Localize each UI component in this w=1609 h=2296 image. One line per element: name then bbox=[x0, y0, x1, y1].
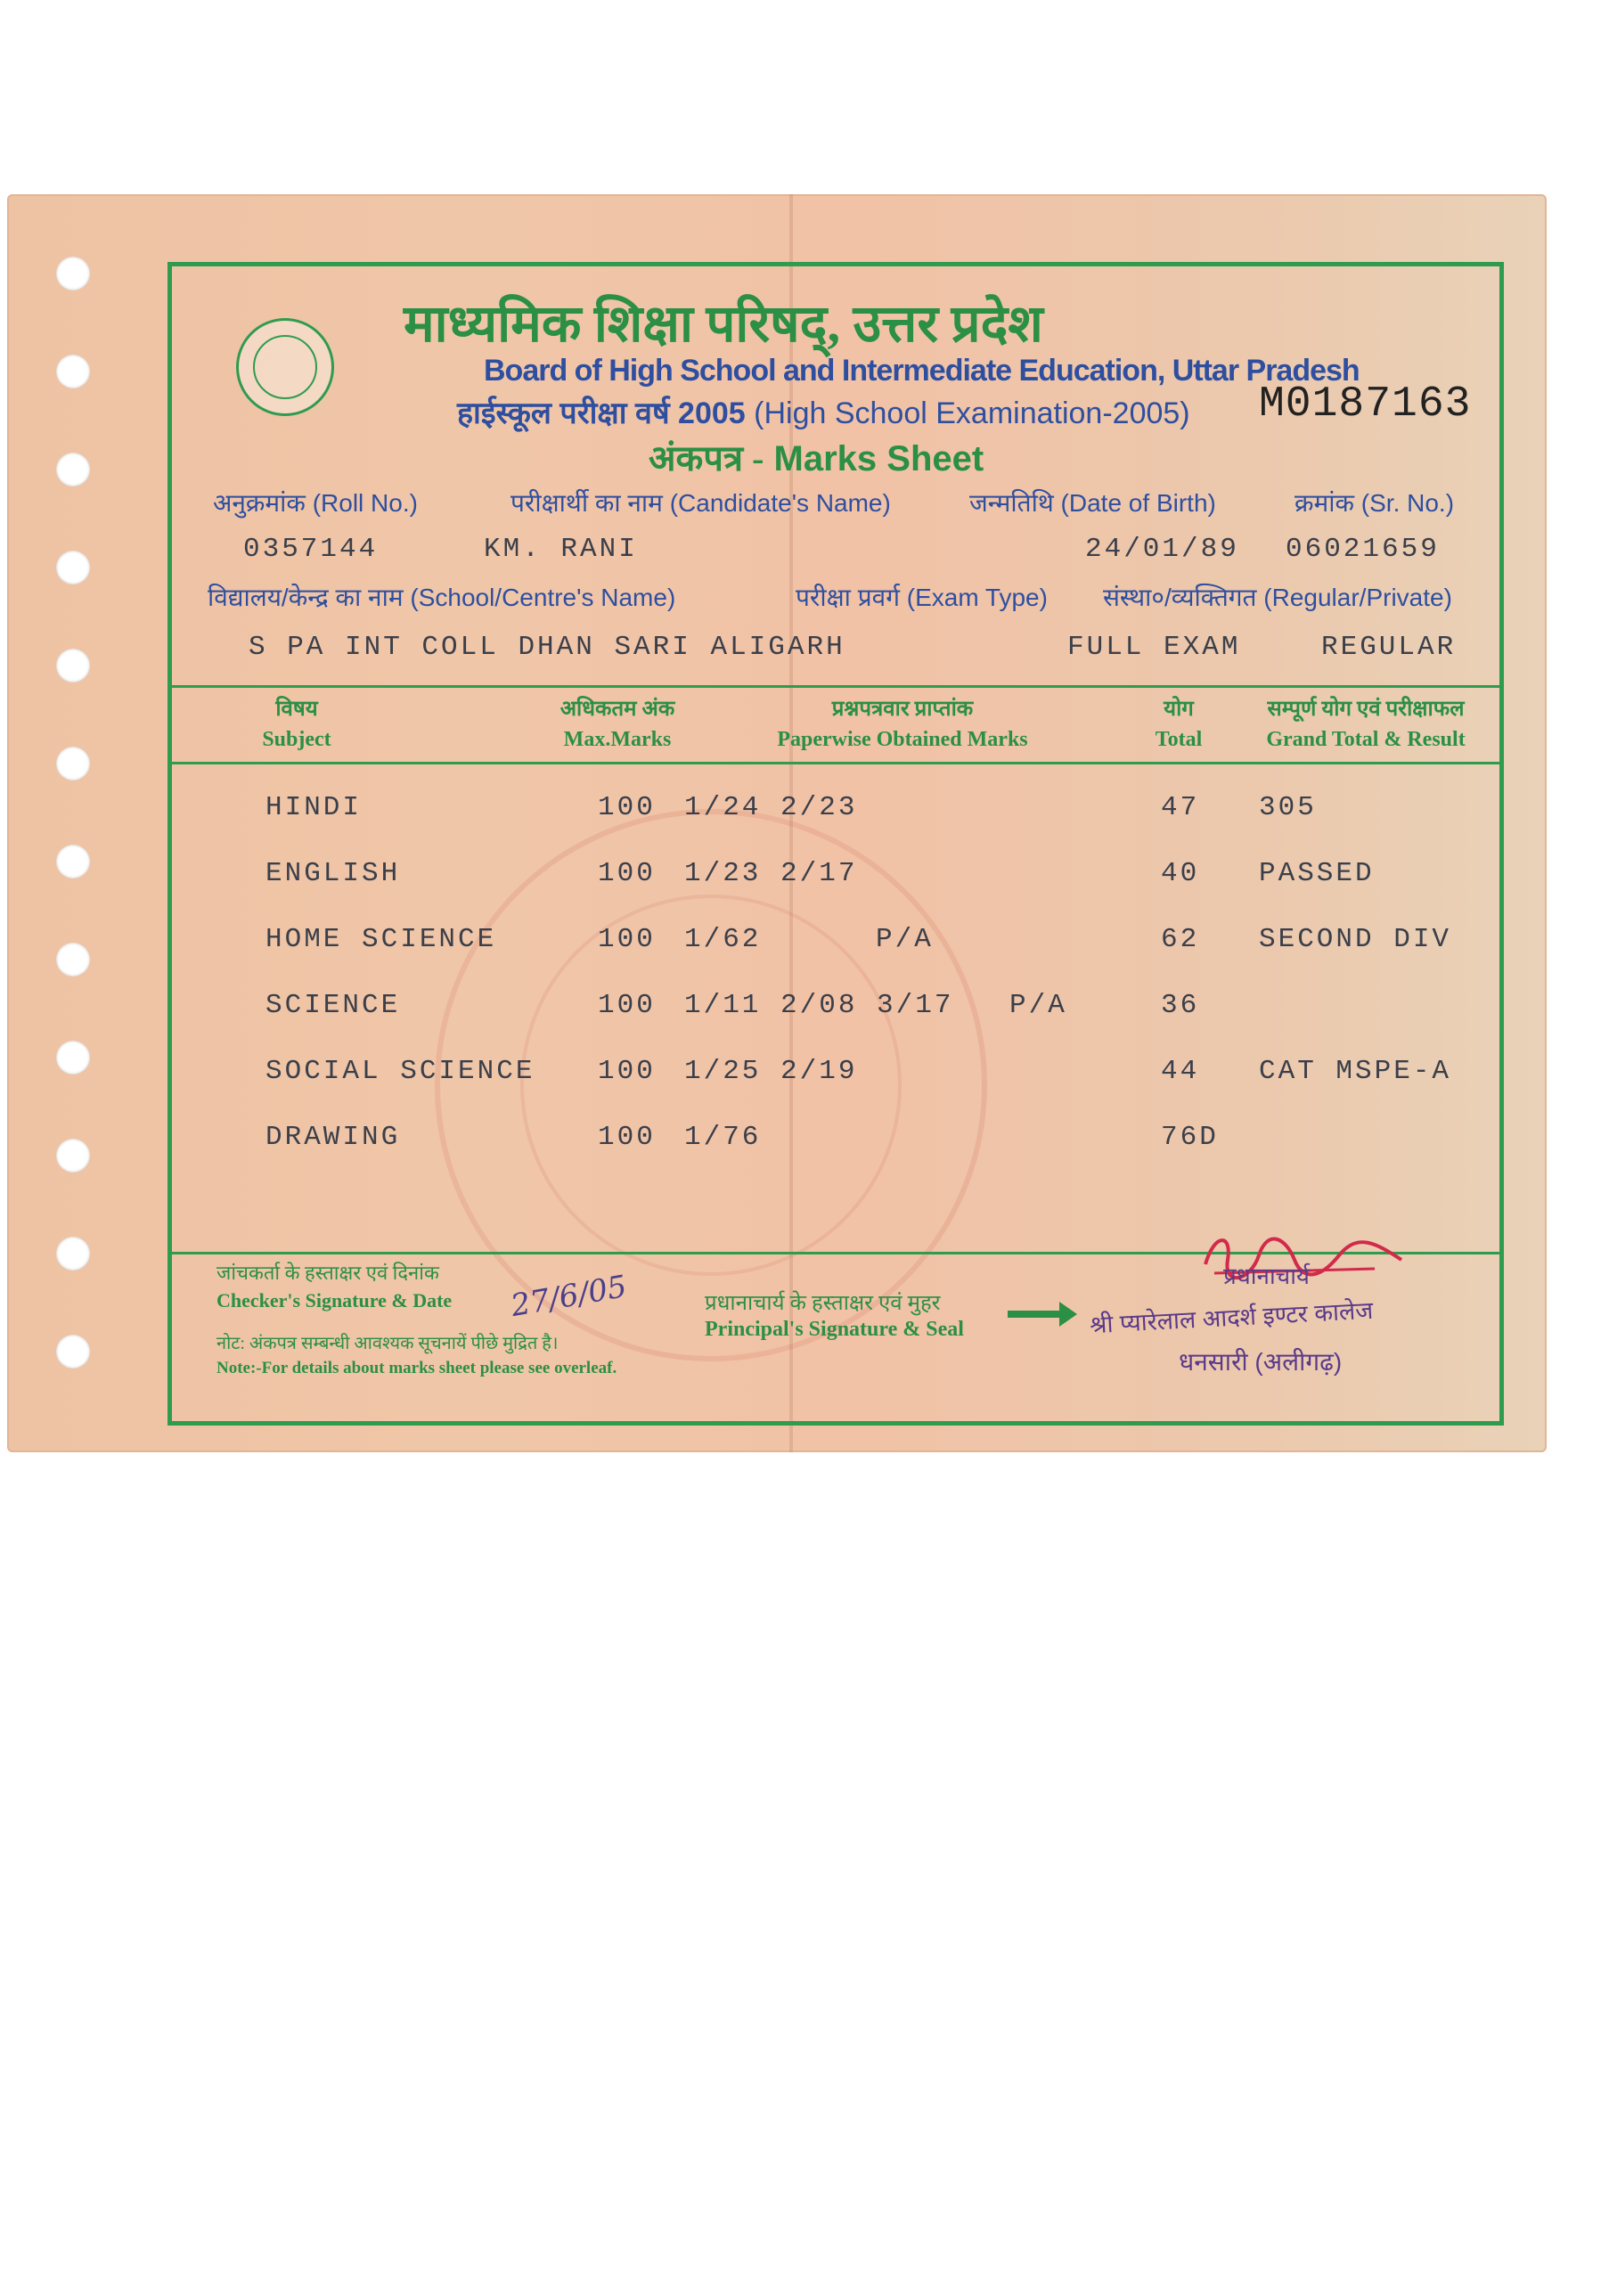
marks-sheet-title bbox=[649, 432, 984, 481]
papers-cell: 1/76 bbox=[684, 1122, 762, 1153]
result-cell: PASSED bbox=[1259, 858, 1375, 889]
result-cell: 305 bbox=[1259, 792, 1317, 823]
marks-sheet-hindi: अंकपत्र - bbox=[649, 438, 764, 478]
total-cell: 40 bbox=[1161, 858, 1200, 889]
seal-inner-ring bbox=[253, 335, 317, 399]
header-subject bbox=[216, 694, 377, 755]
papers-cell: 1/23 2/17 bbox=[684, 858, 858, 889]
subject-cell: SCIENCE bbox=[265, 990, 401, 1021]
stamp-line-1: श्री प्यारेलाल आदर्श इण्टर कालेज bbox=[1089, 1296, 1374, 1339]
hole bbox=[56, 1139, 90, 1173]
table-row bbox=[172, 1122, 1499, 1175]
roll-no-value: 0357144 bbox=[243, 534, 379, 565]
papers-cell: 1/25 2/19 bbox=[684, 1056, 858, 1087]
exam-type-label: परीक्षा प्रवर्ग (Exam Type) bbox=[796, 584, 1048, 611]
table-row bbox=[172, 990, 1499, 1043]
header-paperwise-english: Paperwise Obtained Marks bbox=[777, 728, 1028, 751]
board-title-hindi: माध्यमिक शिक्षा परिषद्, उत्तर प्रदेश bbox=[404, 295, 1043, 353]
hole bbox=[56, 453, 90, 486]
papers-cell: 1/24 2/23 bbox=[684, 792, 858, 823]
practical-cell: P/A bbox=[1009, 990, 1067, 1021]
school-value: S PA INT COLL DHAN SARI ALIGARH bbox=[249, 632, 845, 663]
dob-value: 24/01/89 bbox=[1085, 534, 1239, 565]
roll-no-label: अनुक्रमांक (Roll No.) bbox=[213, 489, 418, 517]
regular-private-label: संस्था०/व्यक्तिगत (Regular/Private) bbox=[1103, 584, 1452, 611]
principal-english-label: Principal's Signature & Seal bbox=[705, 1318, 964, 1341]
total-cell: 36 bbox=[1161, 990, 1200, 1021]
hole bbox=[56, 1237, 90, 1271]
table-row bbox=[172, 792, 1499, 846]
principal-hindi-label: प्रधानाचार्य के हस्ताक्षर एवं मुहर bbox=[705, 1292, 941, 1315]
exam-title-english: (High School Examination-2005) bbox=[754, 396, 1190, 430]
checker-hindi-label: जांचकर्ता के हस्ताक्षर एवं दिनांक bbox=[216, 1262, 439, 1284]
note-english: Note:-For details about marks sheet please see overleaf. bbox=[216, 1359, 617, 1377]
header-subject-english: Subject bbox=[262, 728, 331, 751]
sr-no-label: क्रमांक (Sr. No.) bbox=[1295, 489, 1455, 517]
total-cell: 44 bbox=[1161, 1056, 1200, 1087]
max-marks-cell: 100 bbox=[598, 924, 656, 955]
subject-cell: SOCIAL SCIENCE bbox=[265, 1056, 535, 1087]
subject-cell: DRAWING bbox=[265, 1122, 401, 1153]
header-total-hindi: योग bbox=[1164, 698, 1194, 721]
header-total-english: Total bbox=[1155, 728, 1203, 751]
total-cell: 47 bbox=[1161, 792, 1200, 823]
candidate-name-value: KM. RANI bbox=[484, 534, 638, 565]
perforation-holes bbox=[56, 257, 101, 1415]
hole bbox=[56, 845, 90, 878]
hole bbox=[56, 943, 90, 976]
subject-cell: HOME SCIENCE bbox=[265, 924, 497, 955]
table-top-rule bbox=[172, 685, 1499, 688]
subject-cell: ENGLISH bbox=[265, 858, 401, 889]
table-header-rule bbox=[172, 762, 1499, 764]
table-row bbox=[172, 924, 1499, 977]
subject-cell: HINDI bbox=[265, 792, 363, 823]
board-seal-logo bbox=[236, 318, 334, 416]
header-total bbox=[1116, 694, 1241, 755]
exam-title bbox=[457, 391, 1190, 432]
header-grand-hindi: सम्पूर्ण योग एवं परीक्षाफल bbox=[1267, 698, 1465, 721]
stamp-line-2: धनसारी (अलीगढ़) bbox=[1179, 1348, 1343, 1376]
board-title-english: Board of High School and Intermediate Education, Uttar Pradesh bbox=[484, 354, 1360, 388]
candidate-name-label: परीक्षार्थी का नाम (Candidate's Name) bbox=[510, 489, 891, 517]
header-paperwise-hindi: प्रश्नपत्रवार प्राप्तांक bbox=[831, 698, 974, 721]
marks-sheet-english: Marks Sheet bbox=[773, 439, 984, 478]
header-grand-total bbox=[1241, 694, 1491, 755]
practical-cell: P/A bbox=[876, 924, 934, 955]
hole bbox=[56, 551, 90, 584]
hole bbox=[56, 649, 90, 682]
stamp-title: प्रधानाचार्य bbox=[1223, 1262, 1311, 1289]
header-grand-english: Grand Total & Result bbox=[1266, 728, 1466, 751]
total-cell: 62 bbox=[1161, 924, 1200, 955]
max-marks-cell: 100 bbox=[598, 1122, 656, 1153]
max-marks-cell: 100 bbox=[598, 792, 656, 823]
hole bbox=[56, 355, 90, 388]
papers-cell: 1/62 bbox=[684, 924, 762, 955]
school-label: विद्यालय/केन्द्र का नाम (School/Centre's Name) bbox=[208, 584, 676, 611]
header-max-hindi: अधिकतम अंक bbox=[559, 698, 675, 721]
result-cell: SECOND DIV bbox=[1259, 924, 1452, 955]
total-cell: 76D bbox=[1161, 1122, 1219, 1153]
note-hindi: नोट: अंकपत्र सम्बन्धी आवश्यक सूचनायें पीछे मुद्रित है। bbox=[216, 1334, 559, 1353]
papers-cell: 1/11 2/08 3/17 bbox=[684, 990, 954, 1021]
hole bbox=[56, 257, 90, 290]
hole bbox=[56, 1335, 90, 1369]
sr-no-value: 06021659 bbox=[1286, 534, 1440, 565]
arrow-right-icon bbox=[1008, 1311, 1061, 1318]
serial-number: M0187163 bbox=[1259, 380, 1472, 429]
header-max-english: Max.Marks bbox=[563, 728, 672, 751]
checker-english-label: Checker's Signature & Date bbox=[216, 1289, 453, 1311]
hole bbox=[56, 747, 90, 780]
exam-title-hindi: हाईस्कूल परीक्षा वर्ष 2005 bbox=[457, 396, 746, 430]
table-row bbox=[172, 1056, 1499, 1109]
header-paperwise bbox=[751, 694, 1054, 755]
table-row bbox=[172, 858, 1499, 911]
exam-type-value: FULL EXAM bbox=[1067, 632, 1241, 663]
max-marks-cell: 100 bbox=[598, 858, 656, 889]
max-marks-cell: 100 bbox=[598, 1056, 656, 1087]
max-marks-cell: 100 bbox=[598, 990, 656, 1021]
checker-date-handwritten: 27/6/05 bbox=[508, 1268, 630, 1325]
result-cell: CAT MSPE-A bbox=[1259, 1056, 1452, 1087]
header-max-marks bbox=[528, 694, 706, 755]
dob-label: जन्मतिथि (Date of Birth) bbox=[969, 489, 1216, 517]
marks-sheet bbox=[7, 194, 1547, 1452]
header-subject-hindi: विषय bbox=[275, 698, 318, 721]
hole bbox=[56, 1041, 90, 1074]
green-frame bbox=[167, 262, 1504, 1426]
regular-private-value: REGULAR bbox=[1321, 632, 1457, 663]
